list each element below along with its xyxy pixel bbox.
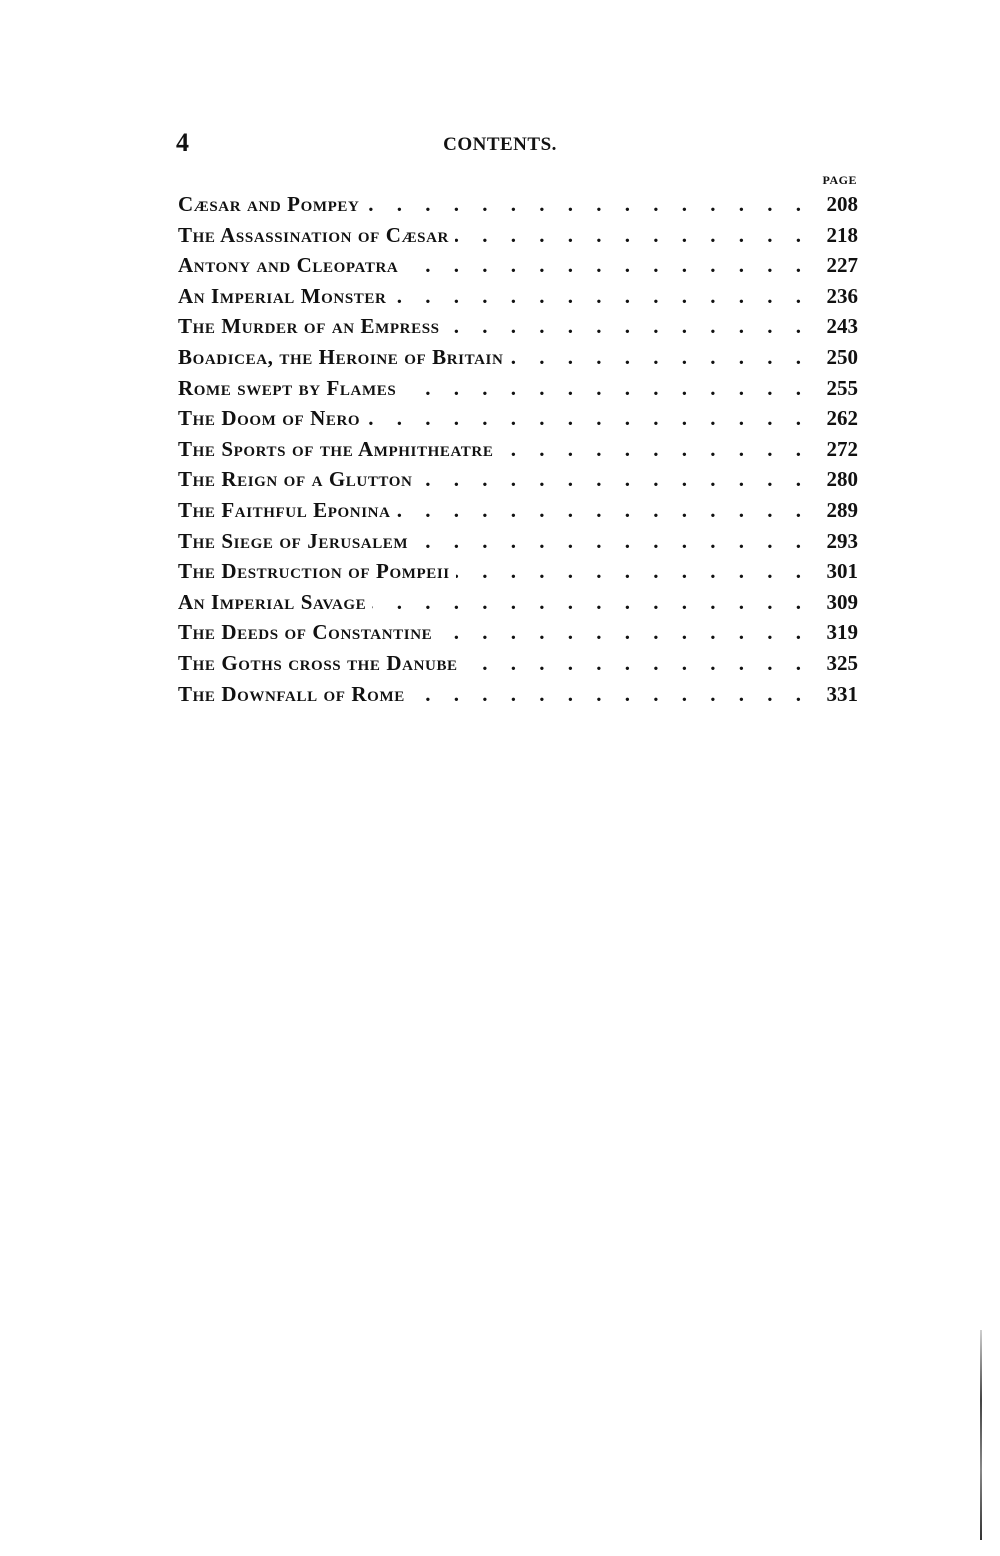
toc-entry-page: 319 <box>826 620 858 645</box>
page-number: 4 <box>176 128 189 157</box>
toc-entry-title: An Imperial Savage <box>178 589 367 614</box>
toc-entry <box>178 498 858 529</box>
toc-entry <box>178 284 858 315</box>
dot-leader <box>366 406 810 431</box>
toc-entry <box>178 314 858 345</box>
toc-entry-title: Cæsar and Pompey <box>178 192 360 216</box>
dot-leader <box>372 590 810 615</box>
toc-entry <box>178 620 858 651</box>
table-of-contents <box>178 192 858 712</box>
dot-leader <box>455 223 810 248</box>
dot-leader <box>402 376 810 401</box>
toc-entry-page: 331 <box>826 681 858 706</box>
toc-entry-page: 262 <box>826 406 858 431</box>
toc-entry-title: The Murder of an Empress <box>178 314 440 339</box>
toc-entry <box>178 651 858 682</box>
toc-entry-title: The Faithful Eponina <box>178 497 391 522</box>
dot-leader <box>411 682 810 707</box>
toc-entry-page: 309 <box>826 589 858 614</box>
toc-entry <box>178 529 858 560</box>
toc-entry <box>178 437 858 468</box>
toc-entry-title: The Destruction of Pompeii <box>178 559 450 584</box>
toc-entry-page: 227 <box>826 253 858 278</box>
toc-entry-title: The Siege of Jerusalem <box>178 528 409 553</box>
dot-leader <box>456 559 810 584</box>
toc-entry <box>178 406 858 437</box>
dot-leader <box>464 651 810 676</box>
toc-entry-page: 243 <box>826 314 858 339</box>
toc-entry-title: The Sports of the Amphitheatre <box>178 436 494 461</box>
scan-edge-mark <box>980 1330 982 1540</box>
dot-leader <box>414 529 810 554</box>
dot-leader <box>509 345 810 370</box>
toc-entry-page: 272 <box>826 436 858 461</box>
toc-entry-title: Boadicea, the Heroine of Britain <box>178 344 504 369</box>
toc-entry-page: 208 <box>826 192 858 216</box>
dot-leader <box>438 620 810 645</box>
toc-entry-page: 301 <box>826 559 858 584</box>
toc-entry <box>178 345 858 376</box>
toc-entry <box>178 467 858 498</box>
dot-leader <box>446 314 810 339</box>
dot-leader <box>397 498 810 523</box>
toc-entry <box>178 223 858 254</box>
toc-entry <box>178 376 858 407</box>
toc-entry-page: 218 <box>826 222 858 247</box>
toc-entry-title: The Deeds of Constantine <box>178 620 433 645</box>
toc-entry <box>178 559 858 590</box>
dot-leader <box>404 253 810 278</box>
dot-leader <box>392 284 810 309</box>
dot-leader <box>499 437 810 462</box>
toc-entry-page: 289 <box>826 497 858 522</box>
toc-entry-title: The Doom of Nero <box>178 406 361 431</box>
toc-entry-title: The Downfall of Rome <box>178 681 405 706</box>
toc-entry-page: 280 <box>826 467 858 492</box>
toc-entry-title: Rome swept by Flames <box>178 375 397 400</box>
dot-leader <box>418 467 810 492</box>
toc-entry-title: An Imperial Monster <box>178 283 387 308</box>
toc-entry <box>178 192 858 223</box>
toc-entry-title: Antony and Cleopatra <box>178 253 399 278</box>
toc-entry-page: 250 <box>826 344 858 369</box>
toc-entry-page: 325 <box>826 650 858 675</box>
toc-entry-title: The Reign of a Glutton <box>178 467 413 492</box>
toc-entry <box>178 253 858 284</box>
toc-entry-page: 255 <box>826 375 858 400</box>
toc-entry-title: The Goths cross the Danube <box>178 650 458 675</box>
dot-leader <box>365 192 810 217</box>
toc-entry-title: The Assassination of Cæsar <box>178 222 449 247</box>
toc-entry-page: 236 <box>826 283 858 308</box>
toc-entry <box>178 682 858 713</box>
running-head: CONTENTS. <box>443 134 557 155</box>
page-column-label: PAGE <box>822 173 857 187</box>
toc-entry-page: 293 <box>826 528 858 553</box>
toc-entry <box>178 590 858 621</box>
